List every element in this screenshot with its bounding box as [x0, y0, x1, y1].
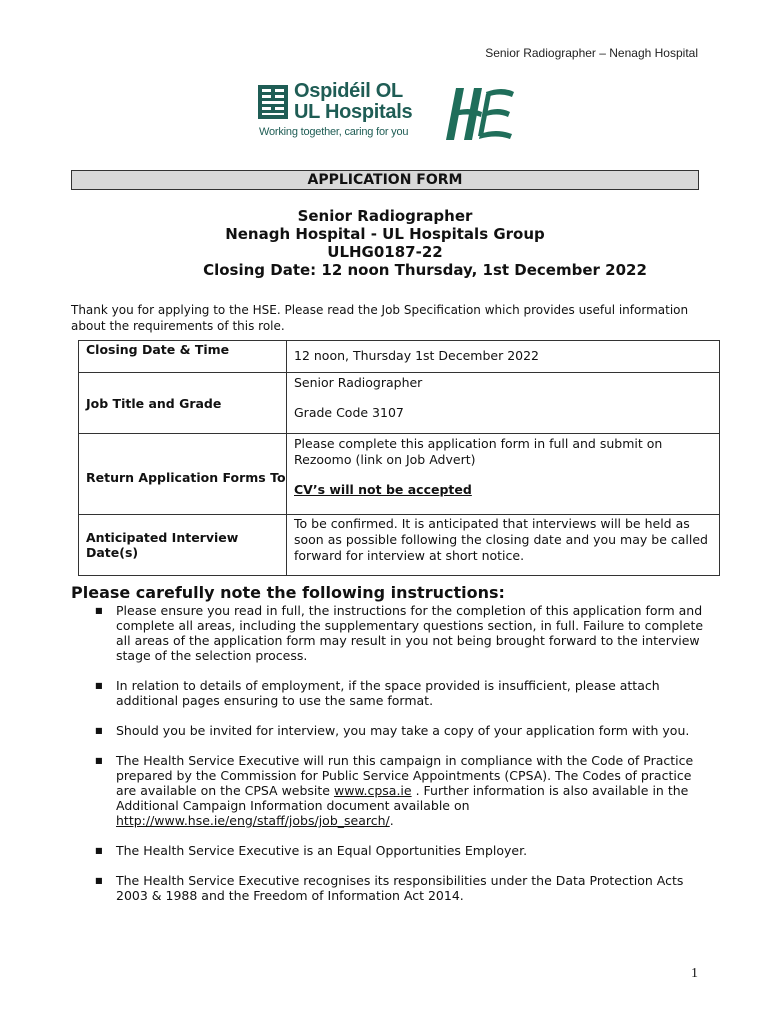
bullet-icon: ■ [95, 876, 103, 885]
ul-hospitals-logo [258, 82, 423, 142]
job-location: Nenagh Hospital - UL Hospitals Group [225, 225, 545, 243]
ul-logo-tagline: Working together, caring for you [259, 126, 409, 138]
job-value-title: Senior Radiographer [294, 375, 423, 390]
table-row [79, 341, 720, 373]
instruction-text-part: . [389, 813, 394, 828]
list-item [71, 603, 711, 663]
return-label: Return Application Forms To [79, 434, 287, 515]
instruction-text-part: The Health Service Executive will run this campaign in compliance with the Code of Practice prepared by the Commission for Public Service Appointments (CPSA). The Codes of practice are available on the CPSA website [116, 753, 694, 798]
hse-logo-icon [442, 84, 518, 144]
bullet-icon: ■ [95, 726, 103, 735]
job-label: Job Title and Grade [79, 373, 287, 434]
job-info-table [78, 340, 720, 576]
list-item [71, 678, 711, 708]
list-item [71, 753, 711, 828]
job-value-grade: Grade Code 3107 [294, 405, 404, 420]
list-item [71, 723, 711, 738]
instruction-text [116, 753, 693, 828]
closing-label: Closing Date & Time [79, 341, 287, 373]
cpsa-link[interactable]: www.cpsa.ie [333, 783, 412, 798]
instructions-heading: Please carefully note the following instructions: [71, 583, 505, 602]
instruction-text: The Health Service Executive is an Equal Opportunities Employer. [116, 843, 528, 858]
list-item [71, 843, 711, 858]
closing-date-line: Closing Date: 12 noon Thursday, 1st December 2022 [203, 261, 647, 279]
instruction-text: In relation to details of employment, if the space provided is insufficient, please attach additional pages ensuring to use the same format. [116, 678, 660, 708]
hse-jobs-link[interactable]: http://www.hse.ie/eng/staff/jobs/job_search/ [116, 813, 390, 828]
table-row [79, 515, 720, 576]
running-header: Senior Radiographer – Nenagh Hospital [485, 46, 698, 60]
return-value-instructions: Please complete this application form in full and submit on Rezoomo (link on Job Advert) [294, 436, 663, 467]
job-reference: ULHG0187-22 [327, 243, 443, 261]
bullet-icon: ■ [95, 606, 103, 615]
closing-value: 12 noon, Thursday 1st December 2022 [287, 341, 720, 373]
cv-notice: CV’s will not be accepted [294, 482, 472, 497]
list-item [71, 873, 711, 903]
ul-hospitals-mark-icon [258, 85, 288, 119]
table-row [79, 373, 720, 434]
ul-logo-line2: UL Hospitals [294, 101, 413, 123]
instruction-text-part: . Further information is also available in the Additional Campaign Information document available on [116, 783, 689, 813]
bullet-icon: ■ [95, 756, 103, 765]
instructions-list [71, 603, 711, 903]
intro-paragraph: Thank you for applying to the HSE. Please read the Job Specification which provides useful information about the requirements of this role. [71, 303, 689, 333]
interview-value: To be confirmed. It is anticipated that interviews will be held as soon as possible following the closing date and you may be called forward for interview at short notice. [287, 515, 720, 576]
instruction-text: Please ensure you read in full, the instructions for the completion of this application form and complete all areas, including the supplementary questions section, in full. Failure to complete all areas of the application form may result in you not being brought forward to the interview stage of the selection process. [116, 603, 704, 663]
job-value [287, 373, 720, 434]
return-value [287, 434, 720, 515]
job-title: Senior Radiographer [297, 207, 473, 225]
interview-label: Anticipated Interview Date(s) [79, 515, 287, 576]
page-number: 1 [691, 966, 698, 981]
bullet-icon: ■ [95, 846, 103, 855]
ul-logo-line1: Ospidéil OL [294, 80, 403, 102]
instruction-text: The Health Service Executive recognises its responsibilities under the Data Protection Acts 2003 & 1988 and the Freedom of Information Act 2014. [116, 873, 684, 903]
form-title: APPLICATION FORM [71, 170, 699, 190]
instruction-text: Should you be invited for interview, you may take a copy of your application form with you. [116, 723, 690, 738]
bullet-icon: ■ [95, 681, 103, 690]
table-row [79, 434, 720, 515]
